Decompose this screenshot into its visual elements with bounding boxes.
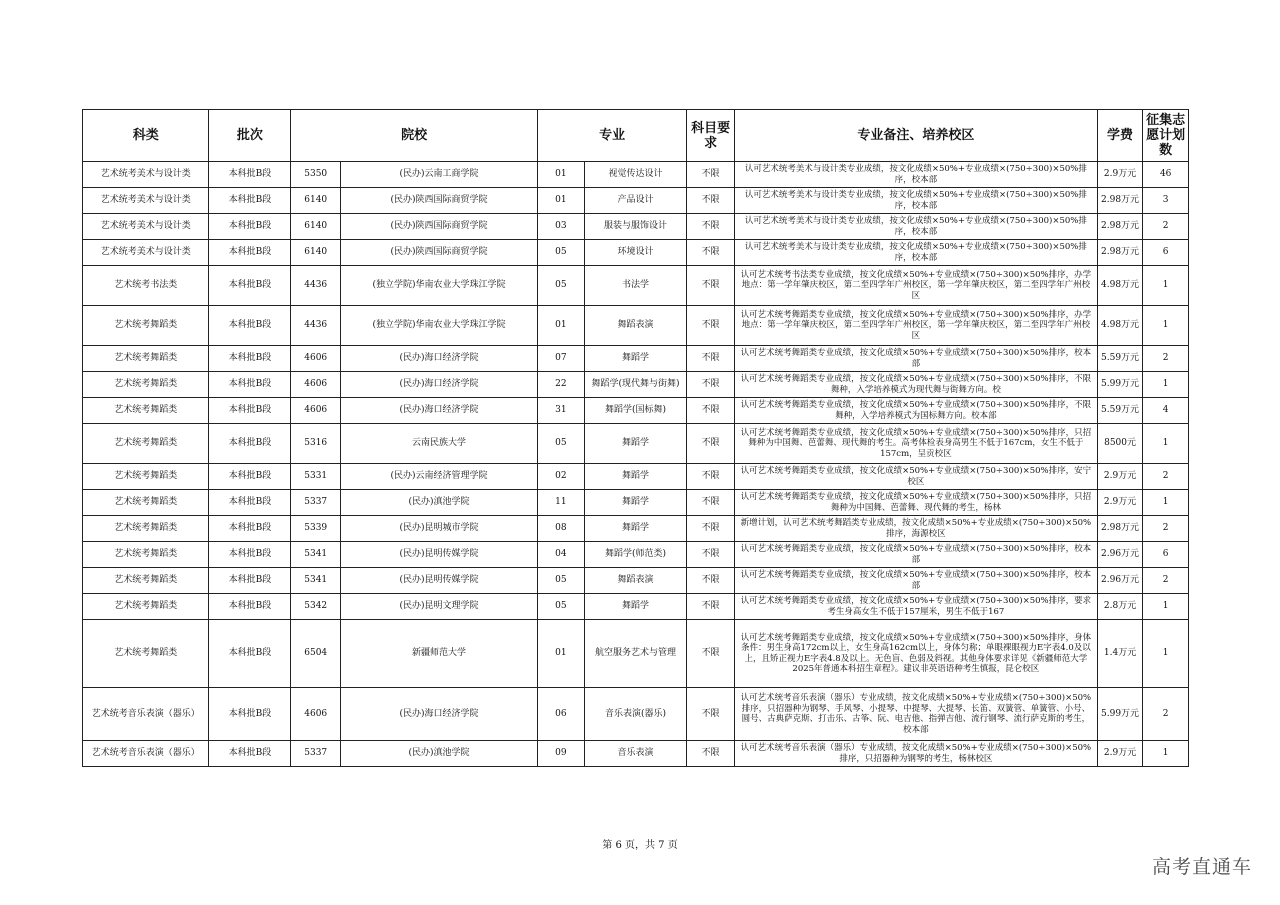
table-row [83, 516, 1189, 542]
cell-subject-req: 不限 [687, 688, 735, 741]
cell-school-name: (民办)昆明城市学院 [341, 516, 538, 542]
cell-major-code: 06 [538, 688, 585, 741]
table-row [83, 688, 1189, 741]
cell-category: 艺术统考书法类 [83, 266, 209, 306]
cell-major-name: 舞蹈学 [584, 464, 687, 490]
cell-batch: 本科批B段 [209, 398, 291, 424]
cell-school-name: (民办)海口经济学院 [341, 372, 538, 398]
table-row [83, 162, 1189, 188]
cell-subject-req: 不限 [687, 266, 735, 306]
cell-school-code: 4606 [291, 398, 341, 424]
cell-subject-req: 不限 [687, 398, 735, 424]
cell-school-name: (民办)滇池学院 [341, 741, 538, 767]
cell-batch: 本科批B段 [209, 424, 291, 464]
admission-plan-table [82, 109, 1189, 767]
header-plan-count: 征集志愿计划数 [1143, 110, 1189, 162]
cell-category: 艺术统考舞蹈类 [83, 372, 209, 398]
cell-notes: 认可艺术统考舞蹈类专业成绩，按文化成绩×50%+专业成绩×(750÷300)×50%排序，不限舞种，入学培养模式为国标舞方向。校本部 [734, 398, 1097, 424]
cell-notes: 认可艺术统考美术与设计类专业成绩，按文化成绩×50%+专业成绩×(750÷300)×50%排序，校本部 [734, 214, 1097, 240]
cell-major-code: 31 [538, 398, 585, 424]
cell-category: 艺术统考舞蹈类 [83, 490, 209, 516]
cell-school-code: 6140 [291, 240, 341, 266]
cell-major-code: 05 [538, 568, 585, 594]
cell-notes: 认可艺术统考书法类专业成绩，按文化成绩×50%+专业成绩×(750÷300)×50%排序，办学地点：第一学年肇庆校区，第二至四学年广州校区，第一学年肇庆校区，第二至四学年广州校区 [734, 266, 1097, 306]
cell-school-code: 4436 [291, 306, 341, 346]
cell-school-code: 5341 [291, 542, 341, 568]
cell-category: 艺术统考舞蹈类 [83, 346, 209, 372]
cell-notes: 新增计划，认可艺术统考舞蹈类专业成绩，按文化成绩×50%+专业成绩×(750÷300)×50%排序，海源校区 [734, 516, 1097, 542]
cell-school-code: 4606 [291, 688, 341, 741]
cell-subject-req: 不限 [687, 372, 735, 398]
cell-school-name: (民办)陕西国际商贸学院 [341, 188, 538, 214]
cell-major-code: 07 [538, 346, 585, 372]
cell-school-code: 5331 [291, 464, 341, 490]
cell-notes: 认可艺术统考舞蹈类专业成绩，按文化成绩×50%+专业成绩×(750÷300)×50%排序，不限舞种，入学培养模式为现代舞与街舞方向。校 [734, 372, 1097, 398]
cell-school-name: 云南民族大学 [341, 424, 538, 464]
table-row [83, 188, 1189, 214]
cell-notes: 认可艺术统考舞蹈类专业成绩，按文化成绩×50%+专业成绩×(750÷300)×50%排序，要求考生身高女生不低于157厘米，男生不低于167 [734, 594, 1097, 620]
cell-tuition: 1.4万元 [1097, 620, 1143, 688]
cell-school-code: 6140 [291, 188, 341, 214]
cell-notes: 认可艺术统考音乐表演（器乐）专业成绩，按文化成绩×50%+专业成绩×(750÷300)×50%排序，只招器种为钢琴、手风琴、小提琴、中提琴、大提琴、长笛、双簧管、单簧管、小号、圆号、古典萨克斯、打击乐、古筝、阮、电吉他、指弹吉他、流行钢琴、流行萨克斯的考生，校本部 [734, 688, 1097, 741]
cell-subject-req: 不限 [687, 741, 735, 767]
table-row [83, 214, 1189, 240]
cell-batch: 本科批B段 [209, 568, 291, 594]
cell-tuition: 5.99万元 [1097, 688, 1143, 741]
cell-batch: 本科批B段 [209, 594, 291, 620]
cell-school-code: 5342 [291, 594, 341, 620]
cell-major-code: 05 [538, 266, 585, 306]
page-number: 第 6 页，共 7 页 [602, 840, 678, 851]
cell-tuition: 2.98万元 [1097, 516, 1143, 542]
cell-plan-count: 1 [1143, 306, 1189, 346]
cell-plan-count: 2 [1143, 568, 1189, 594]
cell-major-code: 08 [538, 516, 585, 542]
cell-school-code: 5339 [291, 516, 341, 542]
cell-plan-count: 2 [1143, 516, 1189, 542]
cell-category: 艺术统考舞蹈类 [83, 464, 209, 490]
cell-subject-req: 不限 [687, 568, 735, 594]
cell-notes: 认可艺术统考舞蹈类专业成绩，按文化成绩×50%+专业成绩×(750÷300)×50%排序，校本部 [734, 542, 1097, 568]
cell-batch: 本科批B段 [209, 346, 291, 372]
cell-school-code: 5337 [291, 741, 341, 767]
cell-plan-count: 2 [1143, 346, 1189, 372]
cell-batch: 本科批B段 [209, 372, 291, 398]
cell-major-name: 书法学 [584, 266, 687, 306]
cell-tuition: 2.9万元 [1097, 490, 1143, 516]
cell-tuition: 2.98万元 [1097, 188, 1143, 214]
cell-subject-req: 不限 [687, 516, 735, 542]
cell-major-name: 环境设计 [584, 240, 687, 266]
header-notes-campus: 专业备注、培养校区 [734, 110, 1097, 162]
cell-tuition: 2.98万元 [1097, 214, 1143, 240]
table-row [83, 424, 1189, 464]
header-row [83, 110, 1189, 162]
cell-batch: 本科批B段 [209, 688, 291, 741]
cell-major-name: 舞蹈学 [584, 424, 687, 464]
cell-category: 艺术统考美术与设计类 [83, 188, 209, 214]
cell-notes: 认可艺术统考舞蹈类专业成绩，按文化成绩×50%+专业成绩×(750÷300)×50%排序，校本部 [734, 346, 1097, 372]
cell-category: 艺术统考舞蹈类 [83, 398, 209, 424]
cell-subject-req: 不限 [687, 542, 735, 568]
cell-batch: 本科批B段 [209, 542, 291, 568]
cell-major-name: 音乐表演 [584, 741, 687, 767]
cell-school-name: (独立学院)华南农业大学珠江学院 [341, 266, 538, 306]
cell-category: 艺术统考舞蹈类 [83, 542, 209, 568]
cell-major-name: 舞蹈学 [584, 490, 687, 516]
cell-major-code: 05 [538, 240, 585, 266]
cell-batch: 本科批B段 [209, 306, 291, 346]
table-row [83, 542, 1189, 568]
cell-major-code: 03 [538, 214, 585, 240]
cell-plan-count: 1 [1143, 266, 1189, 306]
cell-plan-count: 46 [1143, 162, 1189, 188]
table-body [83, 162, 1189, 767]
cell-plan-count: 2 [1143, 688, 1189, 741]
cell-subject-req: 不限 [687, 306, 735, 346]
cell-major-code: 05 [538, 424, 585, 464]
cell-batch: 本科批B段 [209, 240, 291, 266]
cell-plan-count: 6 [1143, 542, 1189, 568]
cell-school-code: 6140 [291, 214, 341, 240]
header-subject-requirement: 科目要求 [687, 110, 735, 162]
header-school: 院校 [291, 110, 538, 162]
cell-school-name: (民办)海口经济学院 [341, 398, 538, 424]
cell-tuition: 5.99万元 [1097, 372, 1143, 398]
cell-school-name: 新疆师范大学 [341, 620, 538, 688]
table-row [83, 464, 1189, 490]
cell-plan-count: 2 [1143, 464, 1189, 490]
cell-plan-count: 4 [1143, 398, 1189, 424]
cell-category: 艺术统考舞蹈类 [83, 306, 209, 346]
cell-school-code: 4606 [291, 372, 341, 398]
cell-major-code: 01 [538, 620, 585, 688]
cell-subject-req: 不限 [687, 240, 735, 266]
cell-school-name: (民办)陕西国际商贸学院 [341, 214, 538, 240]
cell-category: 艺术统考美术与设计类 [83, 162, 209, 188]
cell-school-code: 5341 [291, 568, 341, 594]
cell-plan-count: 1 [1143, 594, 1189, 620]
cell-plan-count: 6 [1143, 240, 1189, 266]
cell-tuition: 4.98万元 [1097, 266, 1143, 306]
cell-school-code: 5350 [291, 162, 341, 188]
cell-batch: 本科批B段 [209, 490, 291, 516]
cell-plan-count: 1 [1143, 372, 1189, 398]
cell-category: 艺术统考音乐表演（器乐） [83, 688, 209, 741]
table-row [83, 306, 1189, 346]
cell-major-name: 舞蹈学(现代舞与街舞) [584, 372, 687, 398]
cell-school-name: (民办)海口经济学院 [341, 346, 538, 372]
cell-school-name: (民办)昆明传媒学院 [341, 542, 538, 568]
table-row [83, 266, 1189, 306]
cell-subject-req: 不限 [687, 594, 735, 620]
cell-subject-req: 不限 [687, 346, 735, 372]
cell-major-code: 01 [538, 162, 585, 188]
cell-category: 艺术统考音乐表演（器乐） [83, 741, 209, 767]
table-row [83, 372, 1189, 398]
table-row [83, 490, 1189, 516]
cell-notes: 认可艺术统考舞蹈类专业成绩，按文化成绩×50%+专业成绩×(750÷300)×50%排序，只招舞种为中国舞、芭蕾舞、现代舞的考生。高考体检表身高男生不低于167cm，女生不低于157cm，呈贡校区 [734, 424, 1097, 464]
cell-subject-req: 不限 [687, 464, 735, 490]
cell-school-code: 4436 [291, 266, 341, 306]
cell-school-code: 5337 [291, 490, 341, 516]
cell-batch: 本科批B段 [209, 741, 291, 767]
cell-major-name: 舞蹈表演 [584, 568, 687, 594]
table-row [83, 240, 1189, 266]
cell-major-code: 02 [538, 464, 585, 490]
cell-subject-req: 不限 [687, 490, 735, 516]
cell-subject-req: 不限 [687, 162, 735, 188]
cell-category: 艺术统考舞蹈类 [83, 424, 209, 464]
cell-category: 艺术统考舞蹈类 [83, 568, 209, 594]
cell-school-name: (民办)海口经济学院 [341, 688, 538, 741]
table-row [83, 620, 1189, 688]
cell-subject-req: 不限 [687, 424, 735, 464]
cell-major-code: 01 [538, 188, 585, 214]
cell-subject-req: 不限 [687, 188, 735, 214]
cell-major-name: 舞蹈学 [584, 516, 687, 542]
cell-major-name: 服装与服饰设计 [584, 214, 687, 240]
cell-school-name: (独立学院)华南农业大学珠江学院 [341, 306, 538, 346]
cell-subject-req: 不限 [687, 214, 735, 240]
cell-major-name: 音乐表演(器乐) [584, 688, 687, 741]
header-major: 专业 [538, 110, 687, 162]
cell-school-name: (民办)滇池学院 [341, 490, 538, 516]
cell-school-code: 5316 [291, 424, 341, 464]
cell-subject-req: 不限 [687, 620, 735, 688]
cell-major-name: 舞蹈表演 [584, 306, 687, 346]
cell-school-code: 6504 [291, 620, 341, 688]
cell-major-name: 舞蹈学 [584, 594, 687, 620]
cell-major-code: 05 [538, 594, 585, 620]
header-tuition: 学费 [1097, 110, 1143, 162]
table-row [83, 741, 1189, 767]
cell-major-code: 09 [538, 741, 585, 767]
cell-notes: 认可艺术统考美术与设计类专业成绩，按文化成绩×50%+专业成绩×(750÷300)×50%排序，校本部 [734, 240, 1097, 266]
cell-school-name: (民办)云南经济管理学院 [341, 464, 538, 490]
cell-tuition: 8500元 [1097, 424, 1143, 464]
cell-plan-count: 1 [1143, 424, 1189, 464]
cell-tuition: 2.9万元 [1097, 162, 1143, 188]
cell-notes: 认可艺术统考舞蹈类专业成绩，按文化成绩×50%+专业成绩×(750÷300)×50%排序，安宁校区 [734, 464, 1097, 490]
cell-tuition: 2.98万元 [1097, 240, 1143, 266]
cell-notes: 认可艺术统考舞蹈类专业成绩，按文化成绩×50%+专业成绩×(750÷300)×50%排序，身体条件：男生身高172cm以上，女生身高162cm以上，身体匀称；单眼裸眼视力E字表4.0及以上，且矫正视力E字表4.8及以上。无色盲、色弱及斜视。其他身体要求详见《新疆师范大学2025年普通本科招生章程》。建议非英语语种考生慎报，昆仑校区 [734, 620, 1097, 688]
header-batch: 批次 [209, 110, 291, 162]
cell-plan-count: 1 [1143, 620, 1189, 688]
cell-tuition: 2.9万元 [1097, 464, 1143, 490]
cell-plan-count: 3 [1143, 188, 1189, 214]
cell-plan-count: 1 [1143, 741, 1189, 767]
cell-notes: 认可艺术统考舞蹈类专业成绩，按文化成绩×50%+专业成绩×(750÷300)×50%排序，办学地点：第一学年肇庆校区，第二至四学年广州校区，第一学年肇庆校区，第二至四学年广州校区 [734, 306, 1097, 346]
cell-major-code: 01 [538, 306, 585, 346]
cell-major-name: 舞蹈学(师范类) [584, 542, 687, 568]
cell-category: 艺术统考舞蹈类 [83, 620, 209, 688]
cell-major-name: 视觉传达设计 [584, 162, 687, 188]
cell-tuition: 5.59万元 [1097, 398, 1143, 424]
table-row [83, 594, 1189, 620]
cell-plan-count: 1 [1143, 490, 1189, 516]
cell-school-name: (民办)昆明文理学院 [341, 594, 538, 620]
cell-major-code: 22 [538, 372, 585, 398]
cell-tuition: 4.98万元 [1097, 306, 1143, 346]
cell-notes: 认可艺术统考美术与设计类专业成绩，按文化成绩×50%+专业成绩×(750÷300)×50%排序，校本部 [734, 188, 1097, 214]
cell-plan-count: 2 [1143, 214, 1189, 240]
cell-batch: 本科批B段 [209, 464, 291, 490]
table-row [83, 398, 1189, 424]
header-category: 科类 [83, 110, 209, 162]
cell-batch: 本科批B段 [209, 516, 291, 542]
cell-major-code: 04 [538, 542, 585, 568]
cell-category: 艺术统考美术与设计类 [83, 214, 209, 240]
cell-category: 艺术统考舞蹈类 [83, 516, 209, 542]
cell-major-name: 舞蹈学 [584, 346, 687, 372]
cell-batch: 本科批B段 [209, 620, 291, 688]
table-row [83, 346, 1189, 372]
cell-school-name: (民办)陕西国际商贸学院 [341, 240, 538, 266]
cell-notes: 认可艺术统考音乐表演（器乐）专业成绩，按文化成绩×50%+专业成绩×(750÷300)×50%排序，只招器种为钢琴的考生，杨林校区 [734, 741, 1097, 767]
cell-school-code: 4606 [291, 346, 341, 372]
cell-batch: 本科批B段 [209, 162, 291, 188]
cell-batch: 本科批B段 [209, 266, 291, 306]
cell-major-name: 舞蹈学(国标舞) [584, 398, 687, 424]
cell-batch: 本科批B段 [209, 214, 291, 240]
cell-school-name: (民办)云南工商学院 [341, 162, 538, 188]
cell-tuition: 2.9万元 [1097, 741, 1143, 767]
cell-category: 艺术统考美术与设计类 [83, 240, 209, 266]
cell-batch: 本科批B段 [209, 188, 291, 214]
cell-notes: 认可艺术统考舞蹈类专业成绩，按文化成绩×50%+专业成绩×(750÷300)×50%排序，校本部 [734, 568, 1097, 594]
cell-school-name: (民办)昆明传媒学院 [341, 568, 538, 594]
cell-tuition: 2.96万元 [1097, 568, 1143, 594]
cell-notes: 认可艺术统考舞蹈类专业成绩，按文化成绩×50%+专业成绩×(750÷300)×50%排序，只招舞种为中国舞、芭蕾舞、现代舞的考生，杨林 [734, 490, 1097, 516]
cell-tuition: 2.8万元 [1097, 594, 1143, 620]
watermark: 高考直通车 [1151, 856, 1252, 878]
cell-tuition: 2.96万元 [1097, 542, 1143, 568]
cell-major-name: 航空服务艺术与管理 [584, 620, 687, 688]
table-row [83, 568, 1189, 594]
cell-category: 艺术统考舞蹈类 [83, 594, 209, 620]
cell-major-code: 11 [538, 490, 585, 516]
cell-notes: 认可艺术统考美术与设计类专业成绩，按文化成绩×50%+专业成绩×(750÷300)×50%排序，校本部 [734, 162, 1097, 188]
cell-major-name: 产品设计 [584, 188, 687, 214]
cell-tuition: 5.59万元 [1097, 346, 1143, 372]
